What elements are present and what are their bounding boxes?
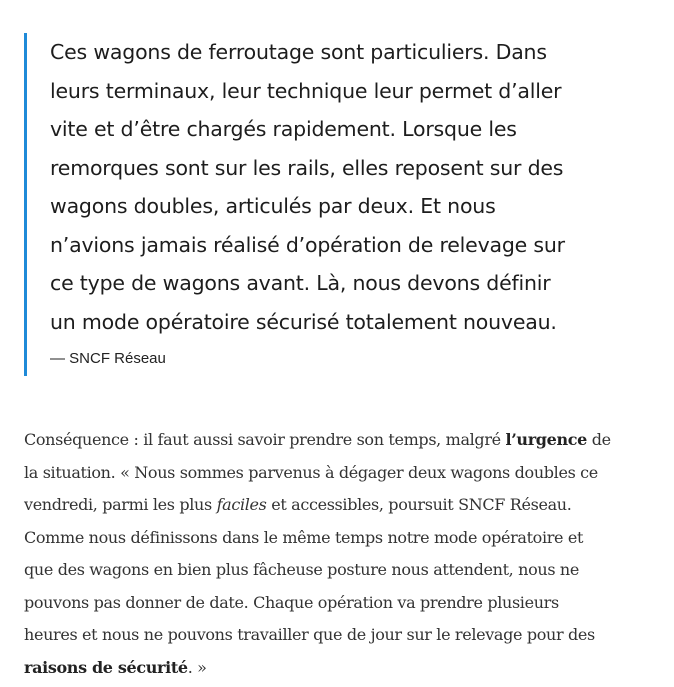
quote-line: vite et d’être chargés rapidement. Lorsque les — [50, 117, 517, 141]
paragraph-line — [24, 652, 654, 685]
quote-line: n’avions jamais réalisé d’opération de relevage sur — [50, 232, 565, 257]
paragraph-line: pouvons pas donner de date. Chaque opération va prendre plusieurs — [24, 592, 559, 612]
text-run: . » — [187, 657, 207, 677]
article-paragraph — [24, 424, 654, 684]
paragraph-line: la situation. « Nous sommes parvenus à dégager deux wagons doubles ce — [24, 462, 598, 482]
quote-line: un mode opératoire sécurisé totalement nouveau. — [50, 309, 557, 334]
paragraph-line: heures et nous ne pouvons travailler que de jour sur le relevage pour des — [24, 625, 595, 644]
italic-text-faciles: faciles — [216, 495, 267, 514]
text-run: de — [586, 430, 611, 449]
quote-line: wagons doubles, articulés par deux. Et nous — [50, 194, 496, 218]
quote-line: leurs terminaux, leur technique leur permet d’aller — [50, 78, 562, 103]
quote-text — [50, 33, 644, 341]
quote-citation: — SNCF Réseau — [50, 350, 166, 367]
text-run: vendredi, parmi les plus — [24, 495, 217, 514]
quote-line: Ces wagons de ferroutage sont particuliers. Dans — [50, 40, 547, 64]
pull-quote — [24, 33, 644, 376]
paragraph-line: Comme nous définissons dans le même temps notre mode opératoire et — [24, 527, 584, 547]
quote-line: ce type de wagons avant. Là, nous devons définir — [50, 271, 551, 295]
paragraph-line — [24, 489, 654, 522]
bold-text-raisons-de-securite: raisons de sécurité — [24, 657, 188, 677]
paragraph-line — [24, 424, 654, 457]
quote-line: remorques sont sur les rails, elles reposent sur des — [50, 155, 564, 180]
paragraph-line: que des wagons en bien plus fâcheuse posture nous attendent, nous ne — [24, 560, 579, 579]
text-run: et accessibles, poursuit SNCF Réseau. — [266, 495, 572, 514]
text-run: Conséquence : il faut aussi savoir prendre son temps, malgré — [24, 430, 506, 449]
bold-text-urgence: l’urgence — [505, 430, 587, 449]
